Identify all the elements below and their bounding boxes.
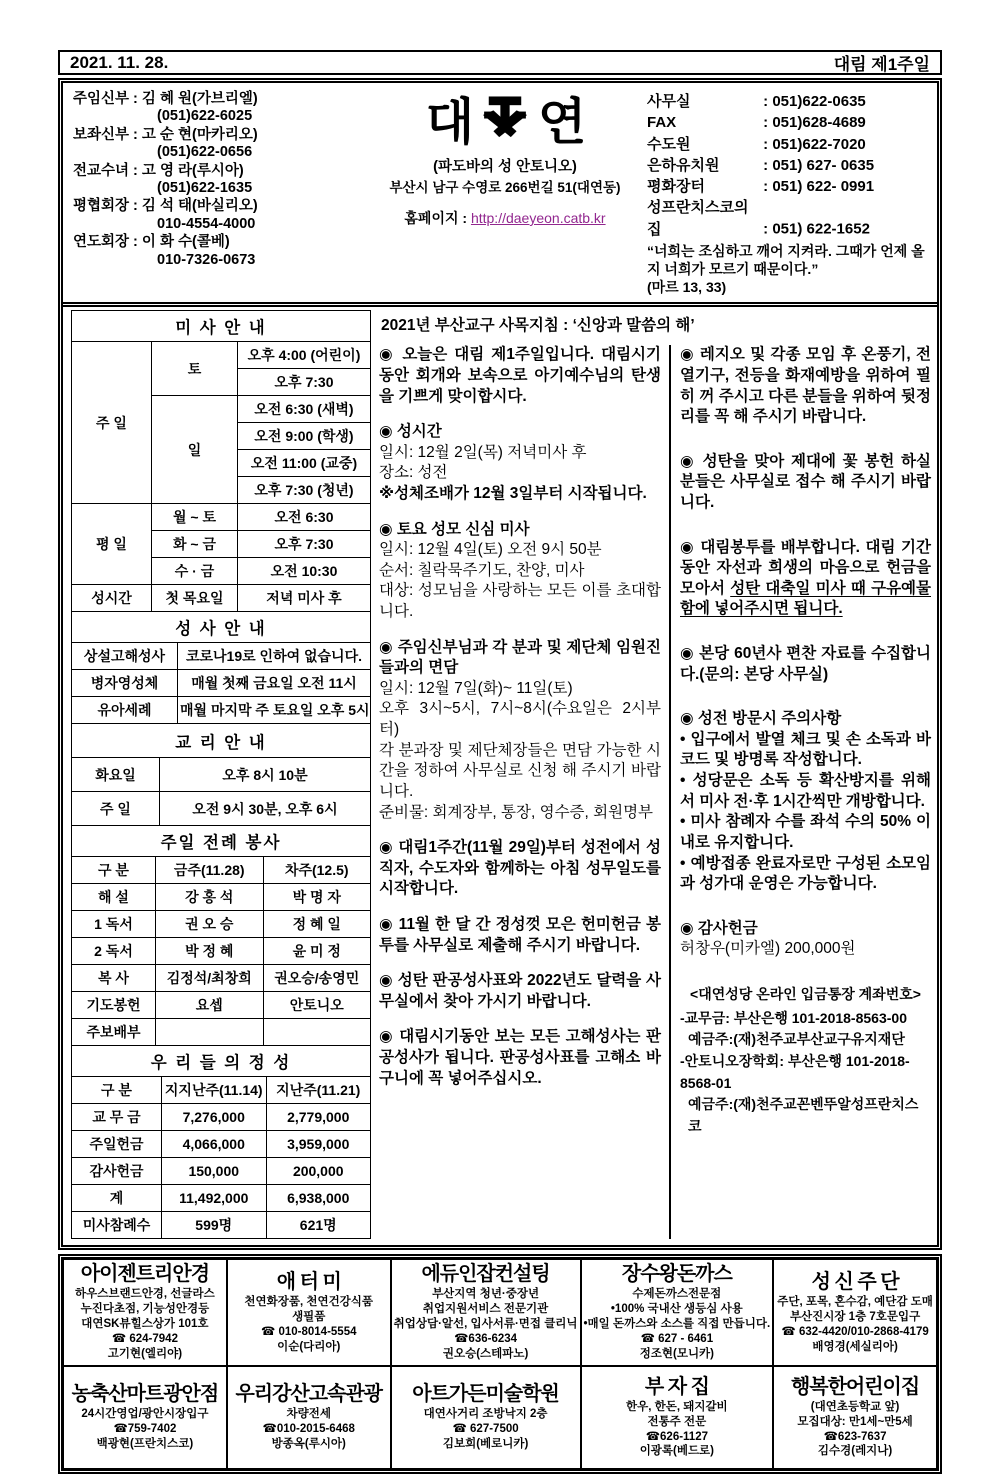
notice	[680, 452, 931, 514]
cell-label: 2 독서	[72, 938, 156, 965]
bank-account-line: -교무금: 부산은행 101-2018-8563-00	[680, 1009, 907, 1026]
notice-text: ◉ 레지오 및 각종 모임 후 온풍기, 전열기구, 전등을 화재예방을 위하여 필히 꺼 주시고 다른 분들을 위하여 뒷정리를 꼭 해 주시기 바랍니다.	[680, 346, 931, 426]
contact-row	[73, 127, 371, 162]
table-title-row	[72, 724, 371, 758]
ad-owner: 김보희(베로니카)	[442, 1437, 529, 1450]
bank-account-holder: 예금주:(재)천주교부산교구유지재단	[688, 1031, 905, 1048]
cell-day-group: 평 일	[72, 504, 152, 585]
ad-phone: ☎759-7402	[113, 1423, 177, 1436]
notice	[379, 638, 661, 823]
bank-account-holder: 예금주:(재)천주교꼰벤뚜알성프란치스코	[688, 1096, 919, 1135]
notice-title: ◉ 성전 방문시 주의사항	[680, 710, 842, 728]
column-header: 지난주(11.21)	[266, 1077, 371, 1104]
cell-time: 오전 6:30 (새벽)	[238, 396, 371, 423]
table-row	[72, 670, 371, 697]
notice-title: ◉ 주임신부님과 각 분과 및 제단체 임원진들과의 면담	[379, 638, 661, 677]
ad-title: 우리강산고속관광	[235, 1383, 382, 1406]
cell-amount: 621명	[266, 1212, 371, 1239]
contact-row	[73, 163, 371, 198]
ad-line: 부산진시장 1층 7호문입구	[789, 1310, 921, 1323]
contact-row	[647, 176, 931, 197]
ad-line: 하우스브랜드안경, 선글라스	[75, 1288, 215, 1301]
ad-title: 애 터 미	[276, 1270, 341, 1293]
cell-value	[263, 1019, 371, 1046]
contact-row	[647, 134, 931, 155]
table-row	[72, 1131, 371, 1158]
table-header-row	[72, 1077, 371, 1104]
office-contact-list	[639, 91, 931, 298]
notice-text: ◉ 오늘은 대림 제1주일입니다. 대림시기동안 회개와 보속으로 아기예수님의 탄생을 기쁘게 맞이합시다.	[379, 346, 661, 405]
table-title-row	[72, 311, 371, 342]
bank-account-block	[680, 984, 931, 1138]
notice-text: ◉ 대림시기동안 보는 모든 고해성사는 판공성사가 됩니다. 판공성사표를 고해소 바구니에 꼭 넣어주십시오.	[379, 1028, 661, 1087]
notice-line: ※성체조배가 12월 3일부터 시작됩니다.	[379, 484, 647, 502]
cross-emblem-icon	[476, 93, 534, 151]
cell-value: 권 오 승	[156, 911, 264, 938]
table-title: 주일 전례 봉사	[72, 826, 371, 857]
ad-pork-cutlet	[581, 1259, 774, 1366]
offering-table	[71, 1045, 371, 1239]
contact-phone: : 051) 622-1652	[763, 220, 870, 238]
table-row	[72, 342, 371, 369]
table-row	[72, 965, 371, 992]
notice-text-underlined: 성탄 대축일 미사 때 구유예물함에 넣어주시면 됩니다.	[680, 579, 931, 618]
ad-line: 모집대상: 만1세~만5세	[797, 1415, 913, 1428]
ad-line: •100% 국내산 생등심 사용	[610, 1303, 743, 1316]
contact-label: 수도원	[647, 135, 691, 153]
cell-label: 감사헌금	[72, 1158, 162, 1185]
ad-title: 아트가든미술학원	[412, 1383, 559, 1406]
cell-label: 화요일	[72, 758, 160, 792]
bank-account-title: <대연성당 온라인 입금통장 계좌번호>	[690, 985, 921, 1002]
ad-phone: ☎ 632-4420/010-2868-4179	[781, 1325, 929, 1338]
notice-line: 오후 3시~5시, 7시~8시(수요일은 2시부터)	[379, 700, 661, 739]
cell-day-group: 주 일	[72, 342, 152, 504]
table-title-row	[72, 612, 371, 643]
catechism-table	[71, 723, 371, 826]
notice-line: 대상: 성모님을 사랑하는 모든 이를 초대합니다.	[379, 582, 661, 621]
ad-phone: ☎ 627 - 6461	[640, 1333, 714, 1346]
contact-row	[73, 91, 371, 126]
cell-label: 1 독서	[72, 911, 156, 938]
cell-label: 성시간	[72, 585, 152, 612]
contact-row	[647, 197, 931, 240]
cell-value: 오후 8시 10분	[160, 758, 371, 792]
ad-title: 부 자 집	[644, 1375, 709, 1398]
ad-title: 농축산마트광안점	[71, 1383, 219, 1406]
main-box	[58, 78, 942, 1250]
ad-line: •매일 돈까스와 소스를 직접 만듭니다.	[583, 1318, 771, 1331]
ad-owner: 권오승(스테파노)	[442, 1348, 529, 1361]
cell-value: 요셉	[156, 992, 264, 1019]
ad-line: 24시간영업/광안시장입구	[81, 1408, 209, 1421]
ad-phone: ☎ 010-8014-5554	[260, 1325, 357, 1338]
cell-value: 정 혜 일	[263, 911, 371, 938]
notice-line: 일시: 12월 4일(토) 오전 9시 50분	[379, 541, 602, 559]
announcements-column-1	[379, 345, 669, 1239]
liturgy-ministers-table	[71, 825, 371, 1046]
ad-line: 차량전세	[286, 1408, 331, 1421]
contact-phone: (051)622-6025	[157, 108, 253, 125]
cell-value: 박 명 자	[263, 884, 371, 911]
column-header: 지지난주(11.14)	[162, 1077, 267, 1104]
notice	[680, 919, 931, 960]
scripture-reference: (마르 13, 33)	[647, 279, 727, 296]
notice-text	[680, 538, 931, 620]
ad-owner: 정조현(모니카)	[639, 1348, 714, 1361]
notice	[680, 538, 931, 620]
column-header: 구 분	[72, 1077, 162, 1104]
cell-label: 주보배부	[72, 1019, 156, 1046]
table-row	[72, 1185, 371, 1212]
cell-amount: 7,276,000	[162, 1104, 267, 1131]
ad-line: 한우, 한돈, 돼지갈비	[626, 1400, 728, 1413]
ad-line: 대연사거리 조방낙지 2층	[423, 1408, 548, 1421]
parish-address: 부산시 남구 수영로 266번길 51(대연동)	[389, 180, 621, 195]
notice-line: 장소: 성전	[379, 464, 448, 482]
ad-title: 장수왕돈까스	[621, 1263, 732, 1286]
ad-phone: ☎010-2015-6468	[262, 1423, 355, 1436]
clergy-contact-list	[73, 91, 371, 298]
ad-art-academy	[391, 1366, 581, 1469]
cell-label: 병자영성체	[72, 670, 178, 697]
contact-phone: 010-4554-4000	[157, 215, 256, 232]
notice-title: ◉ 성시간	[379, 423, 442, 441]
ad-title: 성 신 주 단	[811, 1270, 899, 1293]
cell-amount: 200,000	[266, 1158, 371, 1185]
ad-title: 에듀인잡컨설팅	[421, 1263, 550, 1286]
ad-phone: ☎636-6234	[454, 1333, 518, 1346]
contact-phone: : 051)622-7020	[763, 135, 866, 153]
ad-tour-bus	[227, 1366, 391, 1469]
ad-owner: 배영경(세실리아)	[812, 1340, 898, 1353]
contact-name: 주임신부 : 김 혜 원(가브리엘)	[73, 91, 258, 107]
cell-label: 교 무 금	[72, 1104, 162, 1131]
homepage-label: 홈페이지 :	[404, 210, 471, 226]
table-row	[72, 1019, 371, 1046]
ad-title: 행복한어린이집	[790, 1375, 920, 1398]
notice-title: ◉ 토요 성모 신심 미사	[379, 520, 530, 538]
notice	[379, 915, 661, 956]
parish-logo-block	[371, 91, 639, 298]
notice-line: 일시: 12월 7일(화)~ 11일(토)	[379, 679, 573, 697]
ad-owner: 이순(다리아)	[277, 1340, 341, 1353]
contact-name: 연도회장 : 이 화 수(콜베)	[73, 234, 230, 251]
cell-amount: 6,938,000	[266, 1185, 371, 1212]
notice-text: ◉ 대림1주간(11월 29일)부터 성전에서 성직자, 수도자와 함께하는 아침 성무일도를 시작합니다.	[379, 839, 661, 898]
notice-line: 일시: 12월 2일(목) 저녁미사 후	[379, 443, 587, 461]
cell-label: 유아세례	[72, 697, 178, 724]
table-title: 미 사 안 내	[72, 311, 371, 342]
cell-value: 김정석/최창희	[156, 965, 264, 992]
cell-day: 첫 목요일	[152, 585, 238, 612]
notice	[379, 345, 661, 407]
cell-amount: 4,066,000	[162, 1131, 267, 1158]
cell-day: 수 · 금	[152, 558, 238, 585]
notice-line: 순서: 칠락묵주기도, 찬양, 미사	[379, 561, 585, 579]
cell-amount: 150,000	[162, 1158, 267, 1185]
cell-value: 윤 미 정	[263, 938, 371, 965]
notice	[680, 644, 931, 685]
table-row	[72, 911, 371, 938]
column-header: 구 분	[72, 857, 156, 884]
ad-line: 취업지원서비스 전문기관	[422, 1303, 549, 1316]
contact-phone: : 051) 622- 0991	[763, 178, 875, 196]
notice-line: 허창우(미카엘) 200,000원	[680, 940, 856, 958]
notice-line: • 입구에서 발열 체크 및 손 소독과 바코드 및 방명록 작성합니다.	[680, 730, 931, 769]
contact-phone: (051)622-1635	[157, 179, 253, 196]
cell-label: 기도봉헌	[72, 992, 156, 1019]
table-row	[72, 697, 371, 724]
ad-phone: ☎ 627-7500	[452, 1423, 519, 1436]
logo-char-yeon: 연	[538, 94, 585, 150]
cell-label: 주일헌금	[72, 1131, 162, 1158]
issue-date: 2021. 11. 28.	[70, 52, 169, 72]
homepage-line	[371, 208, 639, 228]
notice-line: • 성당문은 소독 등 확산방지를 위해서 미사 전·후 1시간씩만 개방합니다.	[680, 772, 931, 810]
notice-text: ◉ 본당 60년사 편찬 자료를 수집합니다.(문의: 본당 사무실)	[680, 645, 931, 683]
cell-day: 월 ~ 토	[152, 504, 238, 531]
cell-amount: 3,959,000	[266, 1131, 371, 1158]
notice-text: ◉ 성탄을 맞아 제대에 꽃 봉헌 하실 분들은 사무실로 접수 해 주시기 바랍니다.	[680, 452, 931, 511]
ad-daycare	[773, 1366, 937, 1469]
table-row	[72, 585, 371, 612]
contact-label: FAX	[647, 114, 677, 132]
announcements-column-2	[669, 345, 931, 1239]
cell-time: 오후 7:30	[238, 531, 371, 558]
scripture-verse: “너희는 조심하고 깨어 지켜라. 그때가 언제 올지 너희가 모르기 때문이다.”	[647, 243, 925, 278]
diocese-motto: 2021년 부산교구 사목지침 : ‘신앙과 말씀의 해’	[381, 317, 695, 335]
table-header-row	[72, 857, 371, 884]
ad-silk-fabric	[773, 1259, 937, 1366]
logo-char-dae: 대	[425, 94, 472, 150]
cell-amount: 2,779,000	[266, 1104, 371, 1131]
cell-label: 상설고해성사	[72, 643, 178, 670]
column-header: 차주(12.5)	[263, 857, 371, 884]
contact-label: 사무실	[647, 93, 691, 110]
contact-name: 보좌신부 : 고 순 현(마카리오)	[73, 126, 258, 143]
masthead	[63, 83, 937, 307]
ad-line: 취업상담·알선, 입사서류·면접 클리닉	[393, 1318, 578, 1331]
sponsor-ads-grid	[58, 1254, 942, 1474]
ad-phone: ☎623-7637	[823, 1430, 887, 1443]
ad-line: 수제돈까스전문점	[632, 1288, 722, 1301]
notice	[379, 971, 661, 1012]
cell-time: 오전 9:00 (학생)	[238, 423, 371, 450]
table-title: 성 사 안 내	[72, 612, 371, 643]
table-row	[72, 992, 371, 1019]
announcements-area	[371, 311, 931, 1239]
contact-row	[73, 198, 371, 233]
contact-row	[647, 91, 931, 112]
ad-line: 주단, 포목, 혼수감, 예단감 도매	[777, 1295, 933, 1308]
contact-label: 성프란치스코의집	[647, 199, 749, 238]
cell-value: 매월 마지막 주 토요일 오후 5시	[178, 697, 371, 724]
ad-livestock-mart	[63, 1366, 227, 1469]
table-row	[72, 643, 371, 670]
bulletin-body	[63, 307, 937, 1245]
table-title-row	[72, 1046, 371, 1077]
cell-value: 강 홍 석	[156, 884, 264, 911]
table-row	[72, 938, 371, 965]
notice	[379, 838, 661, 900]
ad-line: 누진다초점, 기능성안경등	[80, 1303, 210, 1316]
bulletin-page	[58, 50, 942, 1474]
notice-text: ◉ 11월 한 달 간 정성껏 모은 헌미헌금 봉투를 사무실로 제출해 주시기 바랍니다.	[379, 915, 661, 954]
cell-value: 안토니오	[263, 992, 371, 1019]
contact-phone: : 051) 627- 0635	[763, 156, 875, 174]
cell-time: 오전 11:00 (교중)	[238, 450, 371, 477]
notice-text-part: ◉ 대림봉투를 배부합니다. 대림 기간 동안 자선과 희생의 마음으로 헌금을 모아서	[680, 538, 931, 597]
homepage-link[interactable]: http://daeyeon.catb.kr	[470, 210, 606, 226]
notice-line: 준비물: 회계장부, 통장, 영수증, 회원명부	[379, 803, 654, 821]
cell-time: 오전 10:30	[238, 558, 371, 585]
cell-time: 오후 4:00 (어린이)	[238, 342, 371, 369]
notice-title: ◉ 감사헌금	[680, 919, 758, 937]
contact-row	[647, 155, 931, 176]
contact-row	[647, 112, 931, 133]
sacrament-table	[71, 611, 371, 724]
cell-time: 오전 6:30	[238, 504, 371, 531]
contact-name: 평협회장 : 김 석 태(바실리오)	[73, 198, 258, 215]
notice	[379, 1027, 661, 1089]
top-bar	[58, 50, 942, 75]
liturgical-week-title: 대림 제1주일	[833, 55, 930, 74]
ad-eyeglasses	[63, 1259, 227, 1366]
cell-label: 미사참례수	[72, 1212, 162, 1239]
ad-line: 부산지역 청년·중장년	[432, 1288, 540, 1301]
ad-line: 전통주 전문	[647, 1415, 707, 1428]
ad-owner: 백광현(프란치스코)	[96, 1437, 194, 1450]
ad-title: 아이젠트리안경	[80, 1263, 210, 1286]
parish-logo	[371, 93, 639, 151]
contact-row	[73, 234, 371, 269]
contact-phone: 010-7326-0673	[157, 251, 256, 268]
mass-schedule-table	[71, 310, 371, 612]
table-title-row	[72, 826, 371, 857]
table-row	[72, 504, 371, 531]
ad-phone: ☎ 624-7942	[111, 1333, 178, 1346]
contact-phone: : 051)628-4689	[763, 114, 866, 132]
notice	[379, 422, 661, 504]
ad-restaurant	[581, 1366, 774, 1469]
contact-phone: : 051)622-0635	[763, 93, 866, 110]
ad-line: 천연화장품, 천연건강식품	[244, 1295, 374, 1308]
ad-phone: ☎626-1127	[645, 1430, 708, 1443]
cell-amount: 11,492,000	[162, 1185, 267, 1212]
table-row	[72, 1158, 371, 1185]
cell-time: 오후 7:30	[238, 369, 371, 396]
contact-phone: (051)622-0656	[157, 144, 253, 161]
cell-label: 해 설	[72, 884, 156, 911]
ad-line: 생필품	[292, 1310, 326, 1323]
cell-value: 코로나19로 인하여 없습니다.	[178, 643, 371, 670]
notice-line: • 미사 참례자 수를 좌석 수의 50% 이내로 유지합니다.	[680, 813, 931, 851]
cell-label: 계	[72, 1185, 162, 1212]
ad-owner: 김수경(레지나)	[817, 1445, 893, 1458]
notice-text: ◉ 성탄 판공성사표와 2022년도 달력을 사무실에서 찾아 가시기 바랍니다.	[379, 972, 661, 1010]
schedule-column	[71, 311, 371, 1239]
notice	[379, 520, 661, 623]
cell-value	[156, 1019, 264, 1046]
ad-line: 대연SK뷰힐스상가 101호	[81, 1318, 209, 1331]
table-title: 교 리 안 내	[72, 724, 371, 758]
notice	[680, 709, 931, 894]
cell-value: 오전 9시 30분, 오후 6시	[160, 792, 371, 826]
table-row	[72, 1104, 371, 1131]
table-row	[72, 884, 371, 911]
table-row	[72, 1212, 371, 1239]
ad-atomy	[227, 1259, 391, 1366]
notice-line: • 예방접종 완료자로만 구성된 소모임과 성가대 운영은 가능합니다.	[680, 854, 931, 893]
cell-amount: 599명	[162, 1212, 267, 1239]
table-row	[72, 758, 371, 792]
ad-line: (대연초등학교 앞)	[810, 1400, 900, 1413]
table-title: 우 리 들 의 정 성	[72, 1046, 371, 1077]
bank-account-line: -안토니오장학회: 부산은행 101-2018-8568-01	[680, 1053, 910, 1091]
table-row	[72, 792, 371, 826]
contact-label: 평화장터	[647, 178, 705, 196]
contact-label: 은하유치원	[647, 156, 720, 174]
cell-time: 저녁 미사 후	[238, 585, 371, 612]
ad-owner: 고기현(엘리야)	[107, 1348, 183, 1361]
notice-line: 각 분과장 및 제단체장들은 면담 가능한 시간을 정하여 사무실로 신청 해 주시기 바랍니다.	[379, 741, 661, 800]
cell-label: 주 일	[72, 792, 160, 826]
cell-day: 토	[152, 342, 238, 396]
cell-label: 복 사	[72, 965, 156, 992]
ad-owner: 이광록(베드로)	[639, 1445, 714, 1458]
notice	[680, 345, 931, 427]
cell-day: 화 ~ 금	[152, 531, 238, 558]
cell-value: 매월 첫째 금요일 오전 11시	[178, 670, 371, 697]
patron-saint: (파도바의 성 안토니오)	[433, 159, 577, 175]
column-header: 금주(11.28)	[156, 857, 264, 884]
cell-value: 박 정 혜	[156, 938, 264, 965]
ad-owner: 방종옥(루시아)	[271, 1437, 346, 1450]
cell-value: 권오승/송영민	[263, 965, 371, 992]
contact-name: 전교수녀 : 고 영 라(루시아)	[73, 162, 244, 179]
ad-job-consulting	[391, 1259, 581, 1366]
cell-day: 일	[152, 396, 238, 504]
cell-time: 오후 7:30 (청년)	[238, 477, 371, 504]
